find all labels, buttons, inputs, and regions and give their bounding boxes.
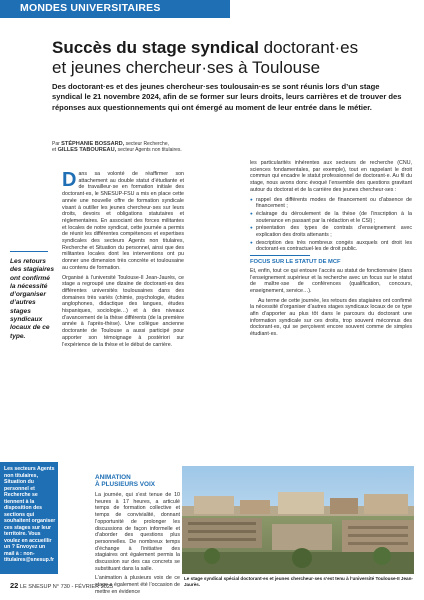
- photo-caption: Le stage syndical spécial doctorant·es et jeunes chercheur·ses s’est tenu à l’université Toulouse-II Jean-Jaurès.: [184, 576, 413, 587]
- pull-quote-rule: [10, 251, 48, 252]
- intro-paragraph: [62, 171, 184, 272]
- title-rest: doctorant·es: [258, 38, 359, 57]
- author2: GILLES TABOUREAU,: [57, 147, 117, 154]
- subhead-rule: [250, 255, 310, 256]
- list-item: ● description des très nombreux congés auxquels ont droit les doctorant·es contractuel·les de droit public.: [250, 240, 412, 253]
- col3-paragraph-2: Et, enfin, tout ce qui entoure l’accès au statut de fonctionnaire (dans l’enseignement supérieur et la recherche avec un focus sur le statut de maître·sse de conférences (qualification, concours, enseignement, service…).: [250, 267, 412, 294]
- authors-and: et: [52, 147, 57, 154]
- subhead-mcf: FOCUS SUR LE STATUT DE MCF: [250, 259, 341, 266]
- list-item: ● présentation des types de contrats d’enseignement avec explication des droits attenants ;: [250, 225, 412, 238]
- article-authors: [52, 141, 202, 153]
- campus-photo-image: [182, 466, 414, 574]
- animation-paragraph-2: L’animation à plusieurs voix de ce stage a également été l’occasion de mettre en évidence: [95, 575, 180, 595]
- section-header: MONDES UNIVERSITAIRES: [20, 2, 161, 14]
- drop-cap: D: [62, 169, 77, 191]
- magazine-issue: LE SNESUP N° 730 - FÉVRIER 2025: [19, 584, 114, 590]
- campus-photo: [182, 466, 414, 574]
- topics-list: [250, 197, 412, 254]
- author1: STÉPHANIE BOSSARD,: [61, 141, 125, 147]
- column-3: [250, 160, 412, 341]
- author1-role: secteur Recherche,: [125, 141, 170, 147]
- list-item: ● éclairage du déroulement de la thèse (de l’inscription à la soutenance en passant par la rédaction et le CSI) ;: [250, 211, 412, 224]
- page-footer: [10, 581, 113, 590]
- animation-heading-1: ANIMATION: [95, 474, 131, 481]
- authors-prefix: Par: [52, 141, 60, 147]
- title-bold: Succès du stage syndical: [52, 38, 259, 57]
- col3-paragraph-1: les particularités inhérentes aux secteurs de recherche (CNU, sciences fondamentales, par exemple), tout en rappelant le droit commun qui encadre le statut professionnel de doctorant·e. Au fil du stage, nous avons donc évoqué l’ensemble des questions gravitant autour du doctorat et de la carrière des jeunes chercheur·ses :: [250, 160, 412, 193]
- pull-quote: Les retours des stagiaires ont confirmé la nécessité d’organiser d’autres stages syndicaux locaux de ce type.: [10, 258, 54, 340]
- article-title: [52, 38, 412, 78]
- title-line2: et jeunes chercheur·ses à Toulouse: [52, 58, 321, 77]
- paragraph-2: Organisé à l’université Toulouse-II Jean-Jaurès, ce stage a regroupé une dizaine de doctorant·es des différentes universités toulousaines dans des domaines très variés (chimie, psychologie, études anglophones, didactique des langues, études hispaniques, sociologie…) et à des niveaux d’avancement de la thèse différents (de la première année à l’après-thèse). Une collègue ancienne doctorante de Toulouse a aussi participé pour apporter son témoignage à postériori sur l’expérience de la thèse et le début de carrière.: [62, 274, 184, 348]
- column-1: [62, 171, 184, 351]
- list-item: ● rappel des différents modes de financement ou d’absence de financement ;: [250, 197, 412, 210]
- animation-heading-2: À PLUSIEURS VOIX: [95, 481, 156, 489]
- intro-text: ans sa volonté de réaffirmer son attachement au double statut d’étudiante et de travailleur·se en formation initiale des doctorant·es, le SNESUP-FSU a mis en place cette année une nouvelle offre de formation syndicale visant à outiller les jeunes chercheur·ses sur leurs droits, devoirs et obligations statutaires et réglementaires. En associant des forces militantes et locales de notre syndicat, cette journée a permis de réunir les différentes compétences et expertises syndicales des secteurs Agents non titulaires, Recherche et Situation du personnel, ainsi que des militantes locales dont les interventions ont pu donner une dimension très concrète et toulousaine au contenu de formation.: [62, 171, 184, 271]
- info-box-text: Les secteurs Agents non titulaires, Situation du personnel et Recherche se tiennent à la disposition des sections qui souhaitent organiser ces stages sur leur territoire. Vous voulez en accueillir un ? Envoyez un mail à : non-titulaires@snesup.fr: [4, 466, 56, 563]
- article-lead: Des doctorant·es et des jeunes chercheur·ses toulousain·es se sont réunis lors d’un stage syndical le 21 novembre 2024, afin de se former sur leurs droits, leurs carrières et de trouver des réponses aux questionnements qui ont émergé au moment de leur entrée dans le métier.: [52, 82, 402, 112]
- animation-paragraph-1: La journée, qui s’est tenue de 10 heures à 17 heures, a articulé temps de formation collective et temps de convivialité, donnant l’opportunité de prolonger les discussions de façon informelle et d’aborder des questions plus personnelles. De nombreux temps d’échange à l’initiative des stagiaires ont également permis la discussion sur des cas concrets se substituant dans la salle.: [95, 492, 180, 572]
- col3-paragraph-3: Au terme de cette journée, les retours des stagiaires ont confirmé la nécessité d’organiser d’autres stages syndicaux locaux de ce type afin d’apporter au plus tôt dans le parcours du doctorant une information syndicale sur ces droits, trop souvent méconnus des doctorant·es, qui se perçoivent encore souvent comme de simples étudiant·es.: [250, 297, 412, 338]
- page-number: 22: [10, 581, 19, 590]
- author2-role: secteur Agents non titulaires.: [117, 147, 182, 154]
